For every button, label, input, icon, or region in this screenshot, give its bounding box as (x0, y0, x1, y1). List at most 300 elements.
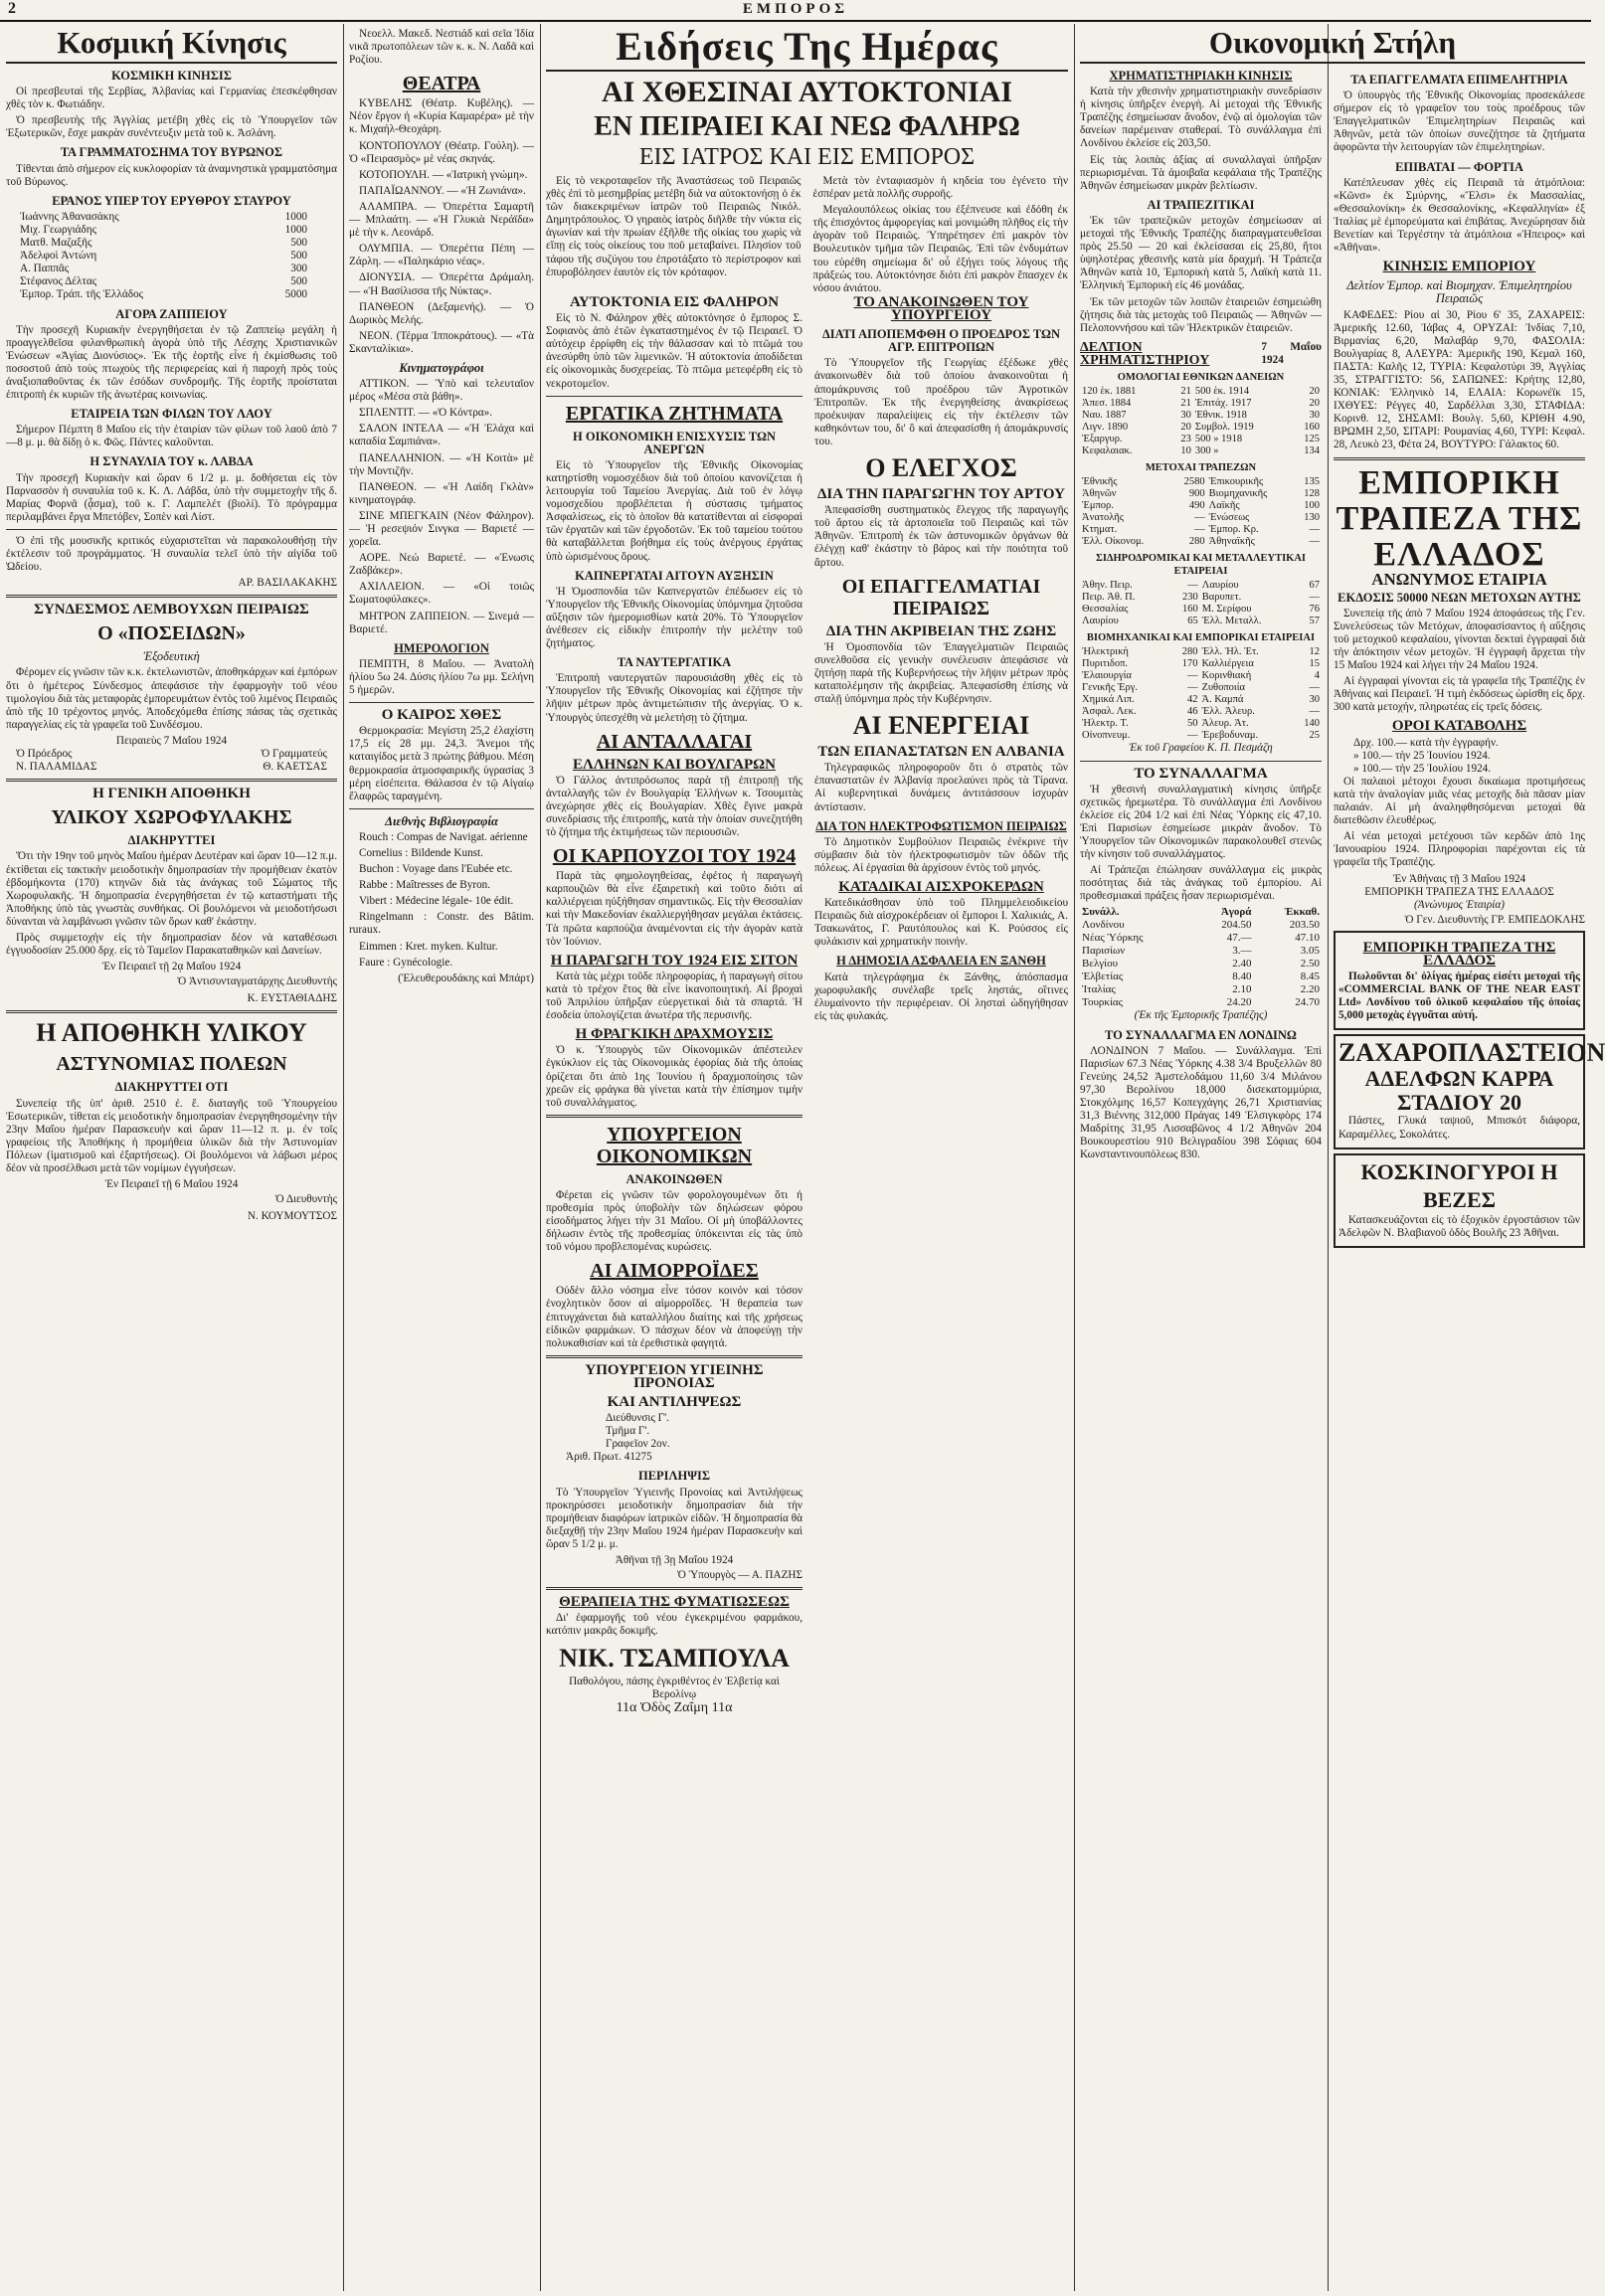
donor-amount: 1000 (284, 210, 307, 223)
table-row (1080, 422, 1322, 434)
table-row (1080, 512, 1322, 524)
table-cell: Λαυρίου (1201, 580, 1239, 592)
divider (1334, 457, 1585, 460)
article-heading: ΔΙΑ ΤΟΝ ΗΛΕΚΤΡΟΦΩΤΙΣΜΟΝ ΠΕΙΡΑΙΩΣ (815, 818, 1067, 833)
listing-item: ΚΟΝΤΟΠΟΥΛΟΥ (Θέατρ. Γούλη). — Ὁ «Πειρασμὸς» μὲ νέας σκηνάς. (349, 139, 534, 165)
section-heading-theatres: ΘΕΑΤΡΑ (402, 73, 481, 95)
donor-row (20, 211, 307, 224)
notice-heading: Η ΑΠΟΘΗΚΗ ΥΛΙΚΟΥ (36, 1018, 307, 1048)
article-subheading: ΤΩΝ ΕΠΑΝΑΣΤΑΤΩΝ ΕΝ ΑΛΒΑΝΙΑ (817, 744, 1065, 761)
table-cell: 23 (1180, 434, 1191, 445)
table-row (1080, 718, 1322, 730)
notice-paragraph: Φέρομεν εἰς γνῶσιν τῶν κ.κ. ἐκτελωνιστῶν, ἀποθηκάρχων καὶ ἐμπόρων ὅτι ὁ ἡμέτερος Σύνδεσμος ἀπεφάσισε τὴν ἐφαρμογὴν τοῦ νέου τιμολογίου διὰ τὰς μεταφορὰς ἐμπορευμάτων ἐντὸς τοῦ λιμένος Πειραιῶς ἀπὸ τῆς 10 τρέχοντος μηνός. Ἀποδεχόμεθα ἐπίσης πάσας τὰς σχετικὰς παραγγελίας εἰς τὰ γραφεῖα τοῦ Συνδέσμου. (6, 666, 337, 731)
signature-name: Ν. ΠΑΛΑΜΙΔΑΣ (16, 761, 97, 774)
notice-org: ΕΜΠΟΡΙΚΗ ΤΡΑΠΕΖΑ ΤΗΣ ΕΛΛΑΔΟΣ (1364, 885, 1554, 898)
table-row (1080, 410, 1322, 422)
article-heading: ΤΟ ΣΥΝΑΛΛΑΓΜΑ ΕΝ ΛΟΝΔΙΝΩ (1105, 1027, 1297, 1042)
masthead (0, 0, 1591, 22)
table-cell: Ἀθηνῶν (1082, 488, 1117, 500)
article-paragraph: ΠΕΜΠΤΗ, 8 Μαΐου. — Ἀνατολὴ ἡλίου 5ω 24. Δύσις ἡλίου 7ω μμ. Σελήνη 5 ἡμερῶν. (349, 657, 534, 697)
lead-subheadline-2: ΕΙΣ ΙΑΤΡΟΣ ΚΑΙ ΕΙΣ ΕΜΠΟΡΟΣ (638, 144, 976, 170)
article-paragraph: Ἡ Ὁμοσπονδία τῶν Καπνεργατῶν ἐπέδωσεν εἰς τὸ Ὑπουργεῖον τῆς Ἐθνικῆς Οἰκονομίας ὑπόμνημα ζητοῦσα αὔξησιν τῶν ἡμερομισθίων κατὰ 20%. Τὸ Ὑπουργεῖον ἀνέθεσεν εἰς εἰδικὴν ἐπιτροπὴν τὴν μελέτην τοῦ ζητήματος. (546, 585, 802, 650)
table-cell: 134 (1304, 445, 1320, 457)
table-cell: 135 (1304, 476, 1320, 488)
commodity-prices: ΚΑΦΕΔΕΣ: Ρίου αἱ 30, Ρίου 6' 35, ΖΑΧΑΡΕΙΣ: Ἀμερικῆς 12.60, Ἰάβας 4, ΟΡΥΖΑΙ: Ἰνδίας 7,10, Βιρμανίας 6,20, Μαλαβάρ 9,70, ΦΑΣΟΛΙΑ: Βουλγαρίας 8, ΑΛΕΥΡΑ: Ἀμερικῆς 190, Κεμαλ 160, ΠΑΣΤΑ: Καλῆς 12, ΤΥΡΙΑ: Κεφαλοτύρι 39, Ἀγγλίας 35, ΣΤΡΑΓΓΙΣΤΟ: 56, ΣΑΠΩΝΕΣ: Κρήτης 12,80, ΚΟΝΙΑΚ: Ἑλληνικὸ 14, ΕΛΑΙΑ: Κορωνέϊκ 15, ΙΧΘΥΕΣ: Ρέγγες 40, Σαρδέλλαι 3,30, ΣΤΑΦΙΔΑ: Κορινθ. 12, ΣΗΣΑΜΙ: Βουλγ. 5,60, ΚΡΙΘΗ 4.90, ΒΡΩΜΗ 2,50, ΣΙΤΑΡΙ: Ρουμανίας 4,60, ΤΥΡΙ: Κεφαλ. 28, Λευκὸ 23, Φέτα 24, ΒΟΥΤΥΡΟ: Γάλακτος 60. (1334, 308, 1585, 451)
article-subheading: ΕΛΛΗΝΩΝ ΚΑΙ ΒΟΥΛΓΑΡΩΝ (573, 756, 776, 773)
table-cell: 203.50 (1289, 919, 1320, 932)
article-heading: ΑΙ ΑΝΤΑΛΛΑΓΑΙ (596, 730, 753, 753)
listing-item: ΑΟΡΕ. Νεώ Βαριετέ. — «Ἐνωσις Ζαδβάκερ». (349, 552, 534, 578)
listing-item: ΝΕΟΝ. (Τέρμα Ἱπποκράτους). — «Τὰ Σκανταλίκια». (349, 329, 534, 355)
table-header-row (1080, 906, 1322, 919)
divider (1080, 761, 1322, 762)
article-paragraph: Εἰς τὸ Ὑπουργεῖον τῆς Ἐθνικῆς Οἰκονομίας κατηρτίσθη νομοσχέδιον διὰ τοῦ ὁποίου κανονίζεται ἡ λειτουργία τοῦ Ταμείου Ἀνεργίας. Διὰ τοῦ ἐν λόγῳ νομοσχεδίου προβλέπεται ἡ σύστασις τμήματος Ἀσφαλίσεως, εἰς τὸ ὁποῖον θὰ κατατίθενται αἱ εἰσφοραὶ τῶν ἐργατῶν καὶ τῶν ἐργοδοτῶν. Ἐκ τοῦ ταμείου τούτου θὰ καταβάλλεται βοήθημα εἰς τοὺς ἀνέργους ἐργάτας ὑπὸ ὡρισμένους ὅρους. (546, 458, 802, 563)
table-cell: Βελγίου (1082, 958, 1119, 971)
article-heading: ΟΙ ΚΑΡΠΟΥΖΟΙ ΤΟΥ 1924 (552, 845, 797, 868)
table-cell: 3.— (1232, 945, 1252, 958)
column-kosmiki-2 (343, 24, 540, 2291)
lead-subheadline: ΕΝ ΠΕΙΡΑΙΕΙ ΚΑΙ ΝΕΩ ΦΑΛΗΡΩ (594, 111, 1020, 142)
ad-paragraph: Κατασκευάζονται εἰς τὸ ἐξοχικὸν ἐργοστάσιον τῶν Ἀδελφῶν Ν. Βλαβιανοῦ ὁδὸς Βουλῆς 23 Ἀθῆναι. (1338, 1213, 1580, 1239)
notice-ref: Γραφεῖον 2ον. (606, 1438, 670, 1451)
article-heading: ΚΟΣΜΙΚΗ ΚΙΝΗΣΙΣ (111, 69, 232, 83)
notice-date: Ἐν Πειραιεῖ τῇ 2ᾳ Μαΐου 1924 (101, 961, 242, 973)
article-paragraph: Τηλεγραφικῶς πληροφοροῦν ὅτι ὁ στρατὸς τῶν ἐπαναστατῶν ἐν Ἀλβανίᾳ προελαύνει πρὸς τὰ Τίρανα. Αἱ κυβερνητικαὶ δυνάμεις ἀντιτάσσουν ἰσχυρὰν ἀντίστασιν. (814, 762, 1068, 813)
listing-item: ΔΙΟΝΥΣΙΑ. — Ὀπερέττα Δράμαλη. — «Ἡ Βασίλισσα τῆς Νύκτας». (349, 271, 534, 297)
ad-name: ΝΙΚ. ΤΣΑΜΠΟΥΛΑ (559, 1643, 790, 1673)
donor-amount: 500 (290, 250, 307, 263)
notice-org-type: (Ἀνώνυμος Ἑταιρία) (1414, 898, 1505, 911)
article-paragraph: Οὐδὲν ἄλλο νόσημα εἶνε τόσον κοινόν καὶ τόσον ἐνοχλητικὸν ὅσον αἱ αἱμορροΐδες. Ἡ θεραπεία των ἐπιτυγχάνεται διὰ καταλλήλου διαίτης καὶ τῆς χρήσεως εἰδικῶν φαρμάκων. Ὁ πάσχων δέον νὰ ἀποφεύγῃ τὴν πολυκαθισίαν καὶ τὰ ἐρεθιστικὰ φαγητά. (546, 1285, 802, 1349)
donor-name: Ἐμπορ. Τράπ. τῆς Ἑλλάδος (20, 288, 144, 301)
notice-subheading: Ἐξοδευτικὴ (143, 649, 200, 664)
ad-paragraph: Πάστες, Γλυκά ταψιοῦ, Μπισκότ διάφορα, Καραμέλλες, Σοκολάτες. (1338, 1115, 1580, 1141)
payment-term: » 100.— τὴν 25 Ἰουλίου 1924. (1353, 762, 1492, 775)
notice-heading: Ο «ΠΟΣΕΙΔΩΝ» (97, 622, 246, 645)
table-cell: 30 (1180, 410, 1191, 422)
ad-heading: ΖΑΧΑΡΟΠΛΑΣΤΕΙΟΝ (1338, 1038, 1605, 1068)
table-cell: 140 (1304, 718, 1320, 730)
notice-ref: Ἀριθ. Πρωτ. 41275 (566, 1451, 652, 1464)
table-cell: Ἀθην. Πειρ. (1082, 580, 1133, 592)
table-row (1080, 945, 1322, 958)
divider (349, 702, 534, 703)
donor-name: Ἰωάννης Ἀθανασάκης (20, 210, 119, 223)
divider (546, 1355, 802, 1358)
section-heading-cinemas: Κινηματογράφοι (399, 360, 484, 375)
masthead-title: ΕΜΠΟΡΟΣ (742, 1, 849, 17)
divider (6, 1010, 337, 1013)
divider (349, 808, 534, 809)
article-paragraph: Τίθενται ἀπὸ σήμερον εἰς κυκλοφορίαν τὰ ἀναμνηστικὰ γραμματόσημα τοῦ Βύρωνος. (6, 162, 337, 188)
donor-name: Στέφανος Δέλτας (20, 275, 97, 288)
article-heading: Η ΠΑΡΑΓΩΓΗ ΤΟΥ 1924 ΕΙΣ ΣΙΤΟΝ (550, 952, 799, 969)
table-credit: (Ἐκ τῆς Ἐμπορικῆς Τραπέζης) (1134, 1009, 1268, 1022)
table-cell: Ἰταλίας (1082, 983, 1116, 996)
article-paragraph: Ἀπεφασίσθη συστηματικὸς ἔλεγχος τῆς παραγωγῆς τοῦ ἄρτου εἰς τὰ ἀρτοποιεῖα τοῦ Πειραιῶς καὶ τῶν Ἀθηνῶν. Ἐπιτροπὴ ἐκ τῶν ἀστυνομικῶν ὀργάνων θὰ ἐλέγχῃ καθ' ἑκάστην τὸ βάρος καὶ τὴν ποιότητα τοῦ ἄρτου. (814, 504, 1068, 569)
ad-heading: ΚΟΣΚΙΝΟΓΥΡΟΙ Η ΒΕΖΕΣ (1360, 1158, 1558, 1212)
ad-paragraph: Παθολόγου, πάσης ἐγκριθέντος ἐν Ἑλβετίᾳ καὶ Βερολίνῳ (569, 1675, 780, 1700)
table-cell: Ζυθοποιία (1201, 682, 1246, 694)
table-row (1080, 971, 1322, 983)
table-header-cell: Ἐκκαθ. (1284, 906, 1320, 919)
table-cell: Πειρ. Ἀθ. Π. (1082, 592, 1136, 604)
signature-role: Ὁ Γραμματεύς (261, 748, 327, 761)
article-paragraph: Ὁ κ. Ὑπουργὸς τῶν Οἰκονομικῶν ἀπέστειλεν ἐγκύκλιον εἰς τὰς Οἰκονομικὰς ἐφορίας διὰ τῆς ὁποίας ὁρίζεται ὅτι ἀπὸ 1ης Ἰουνίου ἡ δραχμοποίησις τῶν χρεῶν εἰς φράγκα θὰ γίνεται κατὰ τὴν ἐπίσημον τιμὴν τοῦ συναλλάγματος. (546, 1044, 802, 1109)
table-cell: 2.10 (1232, 983, 1252, 996)
donor-row (20, 237, 307, 250)
table-cell: Ἀνατολῆς (1082, 512, 1125, 524)
notice-ref: Τμῆμα Γ'. (606, 1425, 650, 1438)
table-cell: — (1187, 580, 1198, 592)
ad-paragraph: Πωλοῦνται δι' ὀλίγας ἡμέρας εἰσέτι μετοχαὶ τῆς «COMMERCIAL BANK OF THE NEAR EAST Ltd» Λονδίνου τοῦ ὁλικοῦ κεφαλαίου τῆς ὁποίας 5,000 μετοχὰς ἐγγυᾶται αὐτή. (1338, 971, 1580, 1022)
bank-notice-subtitle: ΑΝΩΝΥΜΟΣ ΕΤΑΙΡΙΑ (1371, 569, 1547, 589)
article-heading: ΑΥΤΟΚΤΟΝΙΑ ΕΙΣ ΦΑΛΗΡΟΝ (569, 294, 780, 310)
table-cell: — (1309, 524, 1320, 536)
article-subheading: Η ΟΙΚΟΝΟΜΙΚΗ ΕΝΙΣΧΥΣΙΣ ΤΩΝ ΑΝΕΡΓΩΝ (572, 429, 777, 456)
table-cell: Συμβολ. 1919 (1194, 422, 1254, 434)
table-cell: Οἰνοπνευμ. (1082, 730, 1131, 742)
notice-date: Πειραιεὺς 7 Μαΐου 1924 (115, 734, 228, 747)
table-cell: 25 (1309, 730, 1320, 742)
table-cell: 20 (1180, 422, 1191, 434)
table-cell: 57 (1309, 616, 1320, 627)
article-heading: ΚΑΤΑΔΙΚΑΙ ΑΙΣΧΡΟΚΕΡΔΩΝ (838, 879, 1044, 895)
payment-term: » 100.— τὴν 25 Ἰουνίου 1924. (1353, 749, 1491, 762)
article-heading: ΑΙ ΕΝΕΡΓΕΙΑΙ (852, 711, 1030, 741)
page-number: 2 (8, 0, 20, 17)
article-heading: ΤΑ ΕΠΑΓΓΕΛΜΑΤΑ ΕΠΙΜΕΛΗΤΗΡΙΑ (1350, 73, 1568, 87)
listing-item: ΟΛΥΜΠΙΑ. — Ὀπερέττα Πέπη — Ζάρλη. — «Παληκάριο νέας». (349, 243, 534, 268)
article-paragraph: Νεοελλ. Μακεδ. Νεστιάδ καὶ σεῖα Ἰδία νικᾶ πρωτοπόλεων τῶν κ. κ. Ν. Λαδᾶ καὶ Ροζίου. (349, 28, 534, 67)
table-cell: Χημικά Λιπ. (1082, 694, 1135, 706)
table-cell: Θεσσαλίας (1082, 604, 1129, 616)
table-cell: Λονδίνου (1082, 919, 1125, 932)
table-cell: Ἀλευρ. Ἀτ. (1201, 718, 1249, 730)
notice-heading: ΥΠΟΥΡΓΕΙΟΝ ΟΙΚΟΝΟΜΙΚΩΝ (596, 1123, 753, 1167)
article-paragraph: Θερμοκρασία: Μεγίστη 25,2 ἐλαχίστη 17,5 εἰς 28 μμ. 24,3. Ἄνεμοι τῆς καταιγίδος μετὰ 3 πρώτης βάθμου. Μέση θερμοκρασία ἀτμοσφαιρικῆς ὑγρασίας 3 μέρη εἰσέπειτα. Θάλασσα ἐν τῷ Αἰγαίῳ ἔλαφρῶς ταραγμένη. (349, 725, 534, 802)
banks-table (1080, 476, 1322, 548)
table-title: ΟΜΟΛΟΓΙΑΙ ΕΘΝΙΚΩΝ ΔΑΝΕΙΩΝ (1117, 371, 1285, 383)
notice-paragraph: Οἱ παλαιοὶ μέτοχοι ἔχουσι δικαίωμα προτιμήσεως κατὰ τὴν ἀναλογίαν μιᾶς νέας μετοχῆς διὰ πᾶσαν μίαν παλαιάν. Αἱ μὴ ἀναληφθησόμεναι μετοχαὶ θὰ διατεθῶσιν ἐλευθέρως. (1334, 775, 1585, 827)
table-cell: 130 (1304, 512, 1320, 524)
listing-item: ΠΑΝΕΛΛΗΝΙΟΝ. — «Ἡ Κοιτὰ» μὲ τὴν Μοντιζῆν. (349, 451, 534, 477)
table-cell: Βιομηχανικῆς (1208, 488, 1268, 500)
advertisement-bank-shares (1334, 931, 1585, 1031)
article-heading: ΑΙ ΤΡΑΠΕΖΙΤΙΚΑΙ (1147, 197, 1255, 212)
donor-name: Α. Παππᾶς (20, 263, 70, 275)
table-row (1080, 670, 1322, 682)
donor-name: Ματθ. Μαζαξῆς (20, 237, 92, 250)
article-paragraph: Ὁ πρεσβευτὴς τῆς Ἀγγλίας μετέβη χθὲς εἰς τὸ Ὑπουργεῖον τῶν Ἐξωτερικῶν, ἔσχε μακρὰν συνέντευξιν μετὰ τοῦ κ. Ἀσλάνη. (6, 114, 337, 140)
industrial-table (1080, 646, 1322, 742)
article-paragraph: Ἡ χθεσινὴ συναλλαγματικὴ κίνησις ὑπῆρξε σχετικῶς ἠρεμωτέρα. Τὸ συνάλλαγμα ἐπὶ Λονδίνου ἐκλείσε εἰς 204 1/2 καὶ ἐπὶ Νέας Ὑόρκης εἰς 47,10. Ἐπὶ Παρισίων ἐσημείωσε μικρὰν ἄνοδον. Τὸ Ὑπουργεῖον τῶν Οἰκονομικῶν παρακολουθεῖ στενῶς τὴν κίνησιν τοῦ συναλλάγματος. (1080, 783, 1322, 861)
table-cell: Ἡλεκτρ. Τ. (1082, 718, 1129, 730)
notice-date: Ἀθῆναι τῇ 3ῃ Μαΐου 1924 (615, 1554, 734, 1567)
section-banner-oikonomiki: Οικονομική Στήλη (1080, 24, 1585, 64)
table-cell: 20 (1309, 398, 1320, 410)
column-eidiseis-left (540, 290, 808, 2291)
divider (6, 779, 337, 782)
table-cell: 67 (1309, 580, 1320, 592)
table-row (1080, 434, 1322, 445)
notice-subheading: ΔΙΑΚΗΡΥΤΤΕΙ ΟΤΙ (114, 1080, 229, 1095)
table-row (1080, 996, 1322, 1009)
notice-paragraph: Αἱ νέαι μετοχαὶ μετέχουσι τῶν κερδῶν ἀπὸ 1ης Ἰανουαρίου 1924. Πληροφορίαι παρέχονται εἰς τὰ γραφεῖα τῆς Τραπέζης. (1334, 830, 1585, 869)
notice-ref: Διεύθυνσις Γ'. (606, 1412, 669, 1425)
notice-paragraph: Φέρεται εἰς γνῶσιν τῶν φορολογουμένων ὅτι ἡ προθεσμία πρὸς ὑποβολὴν τῶν δηλώσεων φόρου εἰσοδήματος λήγει τὴν 31 Μαΐου. Οἱ μὴ ὑποβάλλοντες δήλωσιν ἐντὸς τῆς προθεσμίας ὑπόκεινται εἰς τὰς ὑπὸ τοῦ νόμου προβλεπομένας κυρώσεις. (546, 1188, 802, 1254)
table-cell: 490 (1188, 500, 1205, 512)
notice-heading: ΚΑΙ ΑΝΤΙΛΗΨΕΩΣ (607, 1394, 742, 1410)
bank-notice-title: ΕΜΠΟΡΙΚΗ ΤΡΑΠΕΖΑ ΤΗΣ ΕΛΛΑΔΟΣ (1336, 463, 1583, 573)
article-heading: ΑΓΟΡΑ ΖΑΠΠΕΙΟΥ (115, 306, 228, 321)
notice-paragraph: Αἱ ἐγγραφαὶ γίνονται εἰς τὰ γραφεῖα τῆς Τραπέζης ἐν Ἀθήναις καὶ Πειραιεῖ. Ἡ τιμὴ ἐκδόσεως ὡρίσθη εἰς δρχ. 300 κατὰ μετοχήν, πληρωτέας εἰς τρεῖς δόσεις. (1334, 675, 1585, 714)
signature: Ὁ Ὑπουργὸς — Α. ΠΑΖΗΣ (676, 1569, 802, 1582)
signature-name: Ν. ΚΟΥΜΟΥΤΣΟΣ (247, 1210, 337, 1223)
table-cell: 21 (1180, 386, 1191, 398)
article-paragraph: Κατὰ τὴν χθεσινὴν χρηματιστηριακὴν συνεδρίασιν ἡ κίνησις ὑπῆρξεν ἐνεργὴ. Αἱ μετοχαὶ τῆς Ἐθνικῆς Τραπέζης ἐσημείωσαν ἄνοδον, ἐνῷ αἱ ὁμολογίαι τῶν δανείων παρέμειναν σταθεραί. Τὸ συνάλλαγμα ἐπὶ Λονδίνου ἐκλείσε εἰς 203,50. (1080, 86, 1322, 150)
table-cell: 20 (1309, 386, 1320, 398)
table-cell: Ἐπικουρικῆς (1208, 476, 1264, 488)
notice-subheading: ΑΝΑΚΟΙΝΩΘΕΝ (625, 1171, 723, 1186)
bank-notice-heading: ΕΚΔΟΣΙΣ 50000 ΝΕΩΝ ΜΕΤΟΧΩΝ ΑΥΤΗΣ (1338, 590, 1581, 605)
table-cell: Πυριτιδοπ. (1082, 658, 1129, 670)
donor-row (20, 250, 307, 263)
table-cell: 100 (1304, 500, 1320, 512)
table-row (1080, 386, 1322, 398)
table-row (1080, 500, 1322, 512)
donor-amount: 500 (290, 237, 307, 250)
article-heading: Η ΔΗΜΟΣΙΑ ΑΣΦΑΛΕΙΑ ΕΝ ΞΑΝΘΗ (836, 954, 1046, 969)
table-cell: Ἑλλ. Ἀλευρ. (1201, 706, 1255, 718)
donor-row (20, 275, 307, 288)
table-header-cell: Συνάλλ. (1082, 906, 1120, 919)
table-cell: 900 (1188, 488, 1205, 500)
listing-item: ΣΑΛΟΝ ΙΝΤΕΛΑ — «Ἡ Ἐλάχα καὶ καπαδία Σαμπιάνα». (349, 423, 534, 448)
table-cell: Ἐλλ. Οἰκονομ. (1082, 536, 1145, 548)
column-eidiseis-lead (540, 24, 1074, 294)
notice-subheading: ΠΕΡΙΛΗΨΙΣ (637, 1469, 711, 1484)
market-bulletin-date: 7 Μαΐου 1924 (1261, 340, 1322, 366)
article-paragraph: Κατεδικάσθησαν ὑπὸ τοῦ Πλημμελειοδικείου Πειραιῶς διὰ αἰσχροκέρδειαν οἱ ἔμποροι Ι. Χαλικιάς, Α. Τσακωνάτος, Γ. Ραυτόπουλος καὶ Κ. Ρούσσος εἰς φυλάκισιν καὶ χρηματικὴν ποινήν. (814, 897, 1068, 949)
donor-name: Μιχ. Γεωργιάδης (20, 223, 96, 236)
signature: ΑΡ. ΒΑΣΙΛΑΚΑΚΗΣ (238, 577, 337, 590)
ad-heading: ΘΕΡΑΠΕΙΑ ΤΗΣ ΦΥΜΑΤΙΩΣΕΩΣ (559, 1594, 790, 1611)
table-row (1080, 658, 1322, 670)
article-paragraph: Ὁ ὑπουργὸς τῆς Ἐθνικῆς Οἰκονομίας προσεκάλεσε σήμερον εἰς τὸ γραφεῖον του τοὺς προέδρους τῶν Ἐπαγγελματικῶν Ἐπιμελητηρίων Πειραιῶς καὶ Ἀθηνῶν, μετὰ τῶν ὁποίων συνεζήτησε τὰ ζητήματα ἀφορῶντα τὴν λειτουργίαν τῶν ἐπιμελητηρίων. (1334, 89, 1585, 154)
table-cell: Παρισίων (1082, 945, 1126, 958)
bibliography-item: Ringelmann : Constr. des Bâtim. ruraux. (349, 911, 534, 937)
table-cell: — (1309, 682, 1320, 694)
advertisement-sieves (1334, 1153, 1585, 1248)
table-row (1080, 958, 1322, 971)
listing-item: ΑΧΙΛΛΕΙΟΝ. — «Οἱ τοιῶς Σωματοφύλακες». (349, 581, 534, 607)
ad-subheading: ΑΔΕΛΦΩΝ ΚΑΡΡΑ (1364, 1066, 1554, 1092)
notice-paragraph: Συνεπείᾳ τῆς ὑπ' ἀριθ. 2510 ἐ. ἔ. διαταγῆς τοῦ Ὑπουργείου Ἐσωτερικῶν, τίθεται εἰς μειοδοτικὴν δημοπρασίαν ἐνεργηθησομένην τὴν 23ην Μαΐου ἡμέραν Παρασκευὴν καὶ ὥραν 11—12 π. μ. ἐν τοῖς γραφείοις τῆς Ἀποθήκης ἡ προμήθεια ὑλικῶν διὰ τὴν Ἀστυνομίαν Πόλεων (ἱματισμοῦ καὶ ἐξαρτήσεως). Οἱ βουλόμενοι νὰ λάβωσι μέρος δέον νὰ προσέλθωσι μετὰ τῶν νομίμων ἐγγυήσεων. (6, 1097, 337, 1174)
article-paragraph: Τὸ Ὑπουργεῖον τῆς Γεωργίας ἐξέδωκε χθὲς ἀνακοινωθὲν διὰ τοῦ ὁποίου ἀνακοινοῦται ἡ ἀπομάκρυνσις τοῦ προέδρου τῶν Ἀγροτικῶν Ἐπιτροπῶν. Ἐκ τῆς ἐνεργηθείσης ἀνακρίσεως προέκυψαν παραλείψεις εἰς τὴν ἐκτέλεσιν τῶν καθηκόντων του, δι' ὃ καὶ ἀπεφασίσθη ἡ ἀπομάκρυνσίς του. (814, 357, 1068, 447)
notice-heading: ΣΥΝΔΕΣΜΟΣ ΛΕΜΒΟΥΧΩΝ ΠΕΙΡΑΙΩΣ (34, 602, 309, 618)
table-cell: 230 (1182, 592, 1198, 604)
table-title: ΣΙΔΗΡΟΔΡΟΜΙΚΑΙ ΚΑΙ ΜΕΤΑΛΛΕΥΤΙΚΑΙ ΕΤΑΙΡΕΙΑΙ (1095, 553, 1307, 578)
article-heading: ΚΑΠΝΕΡΓΑΤΑΙ ΑΙΤΟΥΝ ΑΥΞΗΣΙΝ (575, 568, 774, 583)
column-eidiseis-right (808, 290, 1074, 2291)
notice-date: Ἐν Πειραιεῖ τῇ 6 Μαΐου 1924 (104, 1178, 239, 1191)
section-heading-weather: Ο ΚΑΙΡΟΣ ΧΘΕΣ (381, 707, 502, 724)
donor-amount: 300 (290, 263, 307, 275)
notice-heading: ΑΣΤΥΝΟΜΙΑΣ ΠΟΛΕΩΝ (56, 1053, 287, 1076)
table-row (1080, 706, 1322, 718)
donor-amount: 1000 (284, 223, 307, 236)
bibliography-item: Rabbe : Maîtresses de Byron. (359, 879, 491, 892)
notice-paragraph: Τὸ Ὑπουργεῖον Ὑγιεινῆς Προνοίας καὶ Ἀντιλήψεως προκηρύσσει μειοδοτικὴν δημοπρασίαν διὰ τὴν προμήθειαν διαφόρων ἰατρικῶν εἰδῶν. Ἡ δημοπρασία θὰ διεξαχθῇ τὴν 23ην Μαΐου 1924 ἡμέραν Παρασκευὴν καὶ ὥραν 5 1/2 μ. μ. (546, 1486, 802, 1550)
article-heading: ΧΡΗΜΑΤΙΣΤΗΡΙΑΚΗ ΚΙΝΗΣΙΣ (1109, 69, 1293, 83)
table-row (1080, 932, 1322, 945)
article-paragraph: Αἱ Τράπεζαι ἐπώλησαν συνάλλαγμα εἰς μικρὰς ποσότητας διὰ τὰς ἀνάγκας τοῦ ἐμπορίου. Αἱ προθεσμιακαὶ πράξεις ἦσαν περιωρισμέναι. (1080, 864, 1322, 903)
ad-address: ΣΤΑΔΙΟΥ 20 (1396, 1090, 1522, 1116)
article-heading: ΟΙ ΕΠΑΓΓΕΛΜΑΤΙΑΙ ΠΕΙΡΑΙΩΣ (841, 575, 1041, 619)
article-paragraph: Σήμερον Πέμπτη 8 Μαΐου εἰς τὴν ἑταιρίαν τῶν φίλων τοῦ λαοῦ ἀπὸ 7—8 μ. μ. θὰ δίδῃ ὁ κ. Φῶς. Πάντες καλοῦνται. (6, 424, 337, 449)
table-row (1080, 580, 1322, 592)
article-paragraph: Ἐπιτροπὴ ναυτεργατῶν παρουσιάσθη χθὲς εἰς τὸ Ὑπουργεῖον τῆς Ἐθνικῆς Οἰκονομίας καὶ ἐζήτησε τὴν λῆψιν μέτρων πρὸς ἀντιμετώπισιν τῆς ἀνεργίας. Ὁ κ. Ὑπουργὸς ὑπεσχέθη νὰ μελετήσῃ τὸ ζήτημα. (546, 672, 802, 724)
notice-date: Ἐν Ἀθήναις τῇ 3 Μαΐου 1924 (1392, 872, 1526, 885)
table-row (1080, 604, 1322, 616)
table-cell: 46 (1186, 706, 1198, 718)
table-cell: Ἐνώσεως (1208, 512, 1250, 524)
table-title: ΒΙΟΜΗΧΑΝΙΚΑΙ ΚΑΙ ΕΜΠΟΡΙΚΑΙ ΕΤΑΙΡΕΙΑΙ (1086, 632, 1316, 644)
table-cell: Ἐρεβοδυναμ. (1201, 730, 1259, 742)
table-cell: Κεφαλαιακ. (1082, 445, 1133, 457)
article-paragraph: Ἐκ τῶν μετοχῶν τῶν λοιπῶν ἑταιρειῶν ἐσημειώθη ζήτησις διὰ τὰς μετοχὰς τοῦ Πειραιῶς — Ἀθηνῶν — Πελοποννήσου καὶ τῶν Ἠλεκτρικῶν ἑταιρειῶν. (1080, 295, 1322, 334)
article-paragraph: Κατὰ τηλεγράφημα ἐκ Ξάνθης, ἀπόσπασμα χωροφυλακῆς συνέλαβε τρεῖς ληστάς, οἵτινες ἐλυμαίνοντο τὴν περιφέρειαν. Οἱ λησταὶ ὡδηγήθησαν εἰς τὰς φυλακάς. (814, 971, 1068, 1022)
section-heading-bibliography: Διεθνὴς Βιβλιογραφία (385, 813, 498, 828)
market-bulletin-title: ΔΕΛΤΙΟΝ ΧΡΗΜΑΤΙΣΤΗΡΙΟΥ (1080, 339, 1210, 368)
listing-item: ΑΤΤΙΚΟΝ. — Ὑπὸ καὶ τελευταῖον μέρος «Μέσα στὰ βάθη». (349, 378, 534, 404)
table-cell: 30 (1309, 694, 1320, 706)
bonds-table (1080, 386, 1322, 457)
article-subheading: Δελτίον Ἐμπορ. καὶ Βιομηχαν. Ἐπιμελητηρίου Πειραιῶς (1346, 278, 1572, 306)
table-cell: 170 (1181, 658, 1198, 670)
table-row (1080, 682, 1322, 694)
table-cell: 3.05 (1300, 945, 1320, 958)
table-cell: 4 (1314, 670, 1320, 682)
article-paragraph: Τὴν προσεχῆ Κυριακὴν ἐνεργηθήσεται ἐν τῷ Ζαππείῳ μεγάλη ἡ προαγγελθεῖσα φιλανθρωπικὴ ἀγορὰ ὑπὸ τῆς Λέσχης Χριστιανικῶν Ἑνώσεων «Ἀγίας Διονύσιος». Ἐκ τῆς ἑορτῆς εἶνε ἡ ἐκμίσθωσις τοῦ ποσοστοῦ ἀπὸ τοὺς πτωχοὺς τῆς περιφερείας καὶ ἡ παροχὴ πρὸς τοὺς ἀναξιοπαθοῦντας ἐκ τῶν ἐσόδων συνδρομῆς. Τῆς ἑορτῆς προίσταται ἐπιτροπὴ ἐκ κυριῶν τῆς ἀνωτέρας κοινωνίας. (6, 323, 337, 402)
table-cell: Ἐξαργυρ. (1082, 434, 1123, 445)
table-cell: Μ. Σερίφου (1201, 604, 1252, 616)
article-heading: Ο ΕΛΕΓΧΟΣ (865, 453, 1017, 483)
table-row (1080, 476, 1322, 488)
table-credit: Ἐκ τοῦ Γραφείου Κ. Π. Πεσμάζη (1129, 742, 1273, 755)
signature-name: Θ. ΚΑΕΤΣΑΣ (263, 761, 327, 774)
listing-item: ΑΛΑΜΠΡΑ. — Ὀπερέττα Σαμαρτῆ — Μπλαάτη. — «Ἡ Γλυκιὰ Νεράϊδα» μὲ τὴν κ. Λεονάρδ. (349, 200, 534, 240)
table-cell: Βαρυπετ. (1201, 592, 1242, 604)
table-cell: Καλλιέργεια (1201, 658, 1254, 670)
article-paragraph: Μεγαλουπόλεως οἰκίας του ἐξέπνευσε καὶ ἐδόθη ἐκ τῆς ἐπισχόντος ἀμφορεγίας καὶ μονιμώθη πλῆθος εἰς τὴν ἀγορὰν τοῦ Πειραιῶς. Ὑπηρέτησεν ἐπὶ μακρὸν τὸν Βουλευτικὸν τμῆμα τῶν Πειραιῶς. Ἐπὶ τῶν ἐνδυμάτων του εὑρέθη σημείωμα δι' οὗ ἐξήγει τοὺς λόγους τῆς πράξεώς του. Αὐτοκτόνησε διότι ἐπὶ μακρὸν ἔπασχεν ἐκ νόσου ἀνιάτου. (812, 204, 1068, 294)
section-banner-eidiseis: Ειδήσεις Της Ημέρας (546, 24, 1068, 72)
article-heading: ΑΙ ΑΙΜΟΡΡΟΪΔΕΣ (590, 1260, 759, 1283)
notice-paragraph: Πρὸς συμμετοχὴν εἰς τὴν δημοπρασίαν δέον νὰ καταθέσωσι ἐγγυοδοσίαν 25.000 δρχ. εἰς τὸ Ταμεῖον Παρακαταθηκῶν καὶ Δανείων. (6, 931, 337, 958)
article-heading: ΤΑ ΝΑΥΤΕΡΓΑΤΙΚΑ (617, 655, 732, 670)
listing-item: ΚΟΤΟΠΟΥΛΗ. — «Ἰατρικὴ γνώμη». (359, 168, 528, 181)
table-cell: 125 (1304, 434, 1320, 445)
bibliography-item: Rouch : Compas de Navigat. aérienne (359, 830, 528, 843)
article-heading: ΕΤΑΙΡΕΙΑ ΤΩΝ ΦΙΛΩΝ ΤΟΥ ΛΑΟΥ (71, 407, 272, 422)
signature-role: Ὁ Ἀντισυνταγματάρχης Διευθυντὴς (177, 975, 337, 988)
lead-headline: ΑΙ ΧΘΕΣΙΝΑΙ ΑΥΤΟΚΤΟΝΙΑΙ (601, 76, 1013, 108)
bibliography-item: Eimmen : Kret. myken. Kultur. (359, 940, 498, 953)
article-paragraph: Εἰς τὰς λοιπὰς ἀξίας αἱ συναλλαγαὶ ὑπῆρξαν περιωρισμέναι. Τὰ ἀμοιβαῖα κεφάλαια τῆς Τραπέζης Ἀθηνῶν ἐσημείωσαν μικρὰν βελτίωσιν. (1080, 153, 1322, 192)
divider (6, 595, 337, 598)
donor-amount: 500 (290, 275, 307, 288)
table-cell: Ἐθνικ. 1918 (1194, 410, 1247, 422)
column-oikonomiki-2 (1328, 24, 1605, 2291)
table-row (1080, 919, 1322, 932)
table-cell: — (1194, 524, 1205, 536)
bibliography-item: Faure : Gynécologie. (359, 956, 453, 969)
table-title: ΜΕΤΟΧΑΙ ΤΡΑΠΕΖΩΝ (1145, 462, 1257, 474)
table-row (1080, 646, 1322, 658)
table-cell: Ἀ. Καμπά (1201, 694, 1244, 706)
signature-role: Ὁ Διευθυντὴς (274, 1193, 337, 1206)
table-cell: 24.20 (1226, 996, 1252, 1009)
article-paragraph: Τὴν προσεχῆ Κυριακὴν καὶ ὥραν 6 1/2 μ. μ. δοθήσεται εἰς τὸν Παρνασσὸν ἡ συναυλία τοῦ κ. Κ. Λ. Λάβδα, ὑπὸ τὴν συμμετοχὴν τῆς δ. Μαρίας Φορνᾶ (ᾆσμα), τοῦ κ. Γ. Λαμπελέτ (βιολί). Τὸ πρόγραμμα περιλαμβάνει ἔργα Μπετόβεν, Σοπὲν καὶ Λίστ. (6, 471, 337, 523)
article-heading: ΤΟ ΣΥΝΑΛΛΑΓΜΑ (1134, 765, 1268, 782)
ad-address: 11α Ὁδὸς Ζαΐμη 11α (616, 1699, 733, 1715)
table-cell: 47.10 (1295, 932, 1320, 945)
article-paragraph: Εἰς τὸ νεκροταφεῖον τῆς Ἀναστάσεως τοῦ Πειραιῶς χθὲς ἐπὶ τὸ μεσημβρίας μετέβη διὰ να αὐτοκτονήσῃ ὁ ἐκ τῶν διακεκριμένων ἰατρῶν τοῦ Πειραιῶς Νικόλ. Δημητρόπουλος. Ὁ γηραιὸς ἰατρὸς διῆλθε τὴν νύκτα εἰς ἀγωνίαν καὶ τὴν πρωίαν ἐξῆλθε τῆς οἰκίας του χωρὶς νὰ εἴπῃ εἰς τοὺς οἰκείους του ποῦ μεταβαίνει. Πλησίον τοῦ τάφου τῆς συζύγου του ἐπροτάξατο τὸ περίστροφον καὶ ἐπυροβόλησεν ἑαυτὸν εἰς τὸν κρόταφον. (546, 175, 802, 278)
table-cell: 8.45 (1300, 971, 1320, 983)
listing-item: ΠΑΝΘΕΟΝ (Δεξαμενής). — Ὁ Δωρικὸς Μελής. (349, 300, 534, 326)
table-cell: 8.40 (1232, 971, 1252, 983)
table-cell: 10 (1180, 445, 1191, 457)
listing-item: ΣΙΝΕ ΜΠΕΓΚΑΙΝ (Νέον Φάληρον). — Ἡ ρεσεψιόν Σινγκα — Βαριετέ — χορεῖα. (349, 509, 534, 549)
donor-name: Ἀδελφοὶ Ἀντώνη (20, 250, 97, 263)
notice-heading: Η ΓΕΝΙΚΗ ΑΠΟΘΗΚΗ (92, 786, 251, 802)
article-heading: ΕΡΓΑΤΙΚΑ ΖΗΤΗΜΑΤΑ (565, 402, 784, 425)
payment-term: Δρχ. 100.— κατὰ τὴν ἐγγραφήν. (1353, 736, 1499, 749)
table-row (1080, 536, 1322, 548)
table-cell: Νέας Ὑόρκης (1082, 932, 1144, 945)
table-cell: Λαυρίου (1082, 616, 1119, 627)
article-subheading: ΔΙΑ ΤΗΝ ΑΚΡΙΒΕΙΑΝ ΤΗΣ ΖΩΗΣ (825, 622, 1057, 639)
advertisement-confectionery (1334, 1034, 1605, 1148)
table-cell: 160 (1304, 422, 1320, 434)
divider (546, 1115, 802, 1118)
table-cell: Τουρκίας (1082, 996, 1124, 1009)
divider (546, 1587, 802, 1590)
article-paragraph: Εἰς τὸ Ν. Φάληρον χθὲς αὐτοκτόνησε ὁ ἔμπορος Σ. Σοφιανὸς ἀπὸ ἐτῶν ἐγκαταστημένος ἐν τῷ Πειραιεῖ. Ὁ αὐτόχειρ ἐρρίφθη εἰς τὴν θάλασσαν καὶ τὸ πτῶμά του ἀνεσύρθη ὑπὸ τῶν λιμενικῶν. Ἡ αὐτοκτονία ἀποδίδεται εἰς οἰκονομικὰς δυσχερείας. Τὸ πτῶμα μετεφέρθη εἰς τὸ νεκροτομεῖον. (546, 312, 802, 390)
table-row (1080, 488, 1322, 500)
section-banner-kosmiki: Κοσμική Κίνησις (6, 24, 337, 64)
table-cell: Γενικῆς Ἐργ. (1082, 682, 1138, 694)
table-row (1080, 445, 1322, 457)
table-cell: — (1194, 512, 1205, 524)
table-row (1080, 398, 1322, 410)
notice-signatures (6, 761, 337, 774)
table-cell: 24.70 (1295, 996, 1320, 1009)
article-paragraph: Ἐκ τῶν τραπεζικῶν μετοχῶν ἐσημείωσαν αἱ μετοχαὶ τῆς Ἐθνικῆς Τραπέζης διαπραγματευθεῖσαι πρὸς 25.50 — 20 καὶ ἐκλείσασαι εἰς 25,80, ἤτοι ὑψηλοτέρας χθεσινῆς κατὰ μία δραχμή. Ἡ Τράπεζα Ἀθηνῶν κατὰ 10, Ἐμπορικὴ κατὰ 5, Λαϊκὴ κατὰ 11. Ἐλληνικὴ Ἐμπορικὴ εἰς 46 μονάδας. (1080, 214, 1322, 292)
table-cell: 21 (1180, 398, 1191, 410)
listing-item: ΣΠΛΕΝΤΙΤ. — «Ὁ Κόντρα». (359, 407, 493, 420)
table-cell: 160 (1182, 604, 1198, 616)
article-paragraph: Παρὰ τὰς φημολογηθείσας, ἐφέτος ἡ παραγωγὴ καρπουζιῶν θὰ εἶνε ἐξαιρετικὴ καὶ τοῦτο διότι αἱ καλλιέργειαι ηὐξήθησαν σημαντικῶς. Εἰς τὴν Θεσσαλίαν καὶ τὴν Μακεδονίαν ἐκαλλιεργήθησαν μεγάλαι ἐκτάσεις. Τὰ πρῶτα καρπούζια ἀναμένονται εἰς τὴν ἀγορὰν κατὰ τὸν Ἰούνιον. (546, 870, 802, 948)
table-cell: — (1309, 592, 1320, 604)
article-paragraph: Τὸ Δημοτικὸν Συμβούλιον Πειραιῶς ἐνέκρινε τὴν σύμβασιν διὰ τὸν ἠλεκτροφωτισμὸν τῶν ὁδῶν τῆς πόλεως. Αἱ ἐργασίαι θὰ ἀρχίσουν ἐντὸς τοῦ μηνός. (814, 835, 1068, 874)
table-cell: 15 (1309, 658, 1320, 670)
article-heading: ΤΟ ΑΝΑΚΟΙΝΩΘΕΝ ΤΟΥ ΥΠΟΥΡΓΕΙΟΥ (853, 294, 1029, 324)
table-row (1080, 983, 1322, 996)
table-cell: Ἀπεσ. 1884 (1082, 398, 1132, 410)
table-row (1080, 592, 1322, 604)
